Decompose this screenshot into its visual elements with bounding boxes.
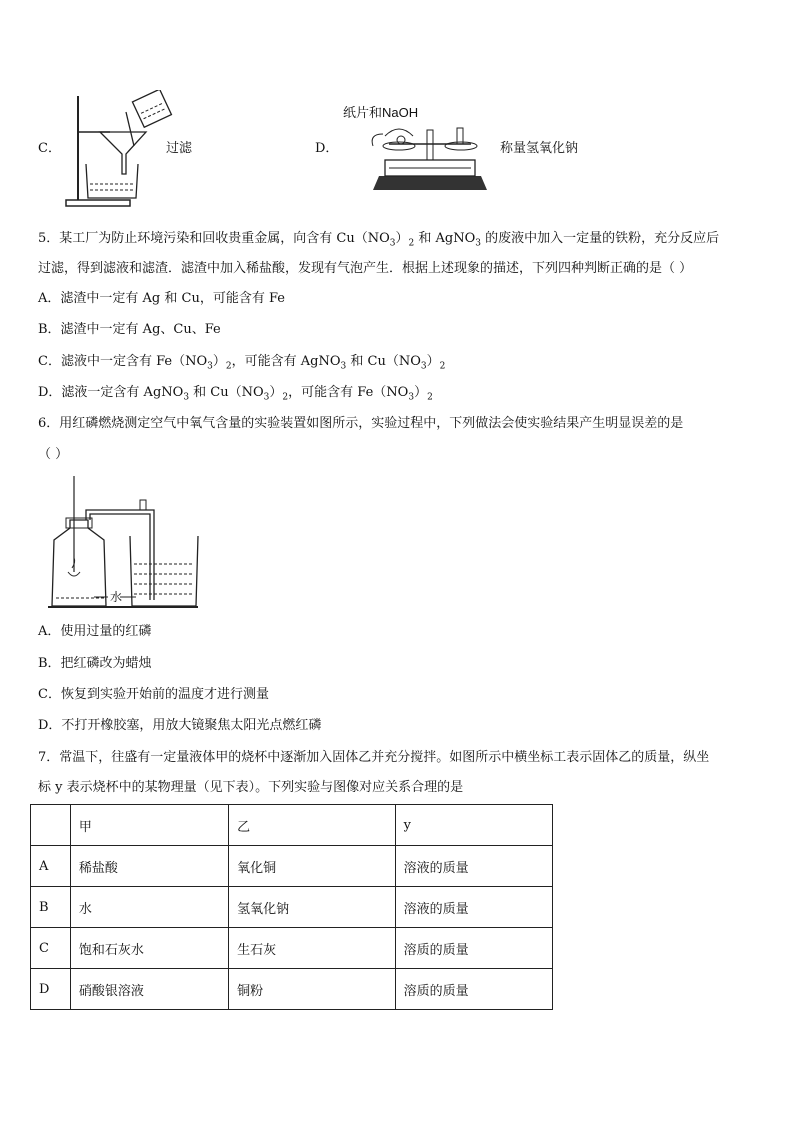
q5-stem-line1: 5．某工厂为防止环境污染和回收贵重金属，向含有 $Cu(NO_3)_2$ 和 AgNO$_3$ 的废液中加入一定量的铁粉，充分反应后 xyxy=(38,231,720,249)
table-cell: 溶质的质量 xyxy=(395,928,552,969)
table-cell: D xyxy=(31,969,71,1010)
balance-figure xyxy=(365,116,495,194)
balance-figure-label: 纸片和NaOH xyxy=(343,105,419,120)
table-cell: 溶液的质量 xyxy=(395,846,552,887)
table-cell: 硝酸银溶液 xyxy=(70,969,228,1010)
q6-stem-line2: （ ） xyxy=(38,447,69,462)
table-row xyxy=(31,928,553,969)
table-cell: 稀盐酸 xyxy=(70,846,228,887)
q6-option-d: D．不打开橡胶塞，用放大镜聚焦太阳光点燃红磷 xyxy=(38,718,322,733)
table-header-row xyxy=(31,805,553,846)
q6-stem-line1: 6．用红磷燃烧测定空气中氧气含量的实验装置如图所示，实验过程中，下列做法会使实验结果产生明显误差的是 xyxy=(38,416,684,431)
table-header-cell xyxy=(31,805,71,846)
filtration-apparatus-figure xyxy=(60,90,180,210)
figure-water-label: 水 xyxy=(110,590,123,604)
q4-option-c-label: C． xyxy=(38,141,61,156)
table-cell: C xyxy=(31,928,71,969)
q5-option-d: D．滤液一定含有 AgNO$_3$ 和 $Cu(NO_3)_2$，可能含有 $Fe(NO_3)_2$ xyxy=(38,385,433,403)
table-cell: 溶质的质量 xyxy=(395,969,552,1010)
table-row xyxy=(31,846,553,887)
q6-option-c: C．恢复到实验开始前的温度才进行测量 xyxy=(38,687,269,702)
table-header-cell: 甲 xyxy=(70,805,228,846)
q7-stem-line1: 7．常温下，往盛有一定量液体甲的烧杯中逐渐加入固体乙并充分搅拌。如图所示中横坐标工表示固体乙的质量，纵坐 xyxy=(38,750,710,765)
q7-stem-line2: 标 y 表示烧杯中的某物理量（见下表）。下列实验与图像对应关系合理的是 xyxy=(38,780,464,795)
q4-option-c-caption: 过滤 xyxy=(166,141,193,156)
table-cell: 生石灰 xyxy=(229,928,396,969)
table-cell: 铜粉 xyxy=(229,969,396,1010)
q6-option-a: A．使用过量的红磷 xyxy=(38,624,152,639)
table-header-cell: 乙 xyxy=(229,805,396,846)
q4-option-d-label: D． xyxy=(315,141,339,156)
table-cell: A xyxy=(31,846,71,887)
table-cell: 溶液的质量 xyxy=(395,887,552,928)
q7-table xyxy=(30,804,553,1010)
table-cell: 饱和石灰水 xyxy=(70,928,228,969)
table-row xyxy=(31,887,553,928)
table-cell: 氧化铜 xyxy=(229,846,396,887)
table-row xyxy=(31,969,553,1010)
table-cell: 氢氧化钠 xyxy=(229,887,396,928)
q5-stem-line2: 过滤，得到滤液和滤渣．滤渣中加入稀盐酸，发现有气泡产生．根据上述现象的描述，下列四种判断正确的是（ ） xyxy=(38,261,693,276)
q5-option-a: A．滤渣中一定有 Ag 和 Cu，可能含有 Fe xyxy=(38,291,285,306)
table-cell: 水 xyxy=(70,887,228,928)
table-cell: B xyxy=(31,887,71,928)
q6-option-b: B．把红磷改为蜡烛 xyxy=(38,656,152,671)
q5-option-c: C．滤液中一定含有 $Fe(NO_3)_2$，可能含有 AgNO$_3$ 和 $Cu(NO_3)_2$ xyxy=(38,354,446,372)
red-phosphorus-apparatus-figure xyxy=(44,474,204,614)
table-header-cell: y xyxy=(395,805,552,846)
q5-option-b: B．滤渣中一定有 Ag、Cu、Fe xyxy=(38,322,221,337)
q4-option-d-caption: 称量氢氧化钠 xyxy=(500,141,579,156)
